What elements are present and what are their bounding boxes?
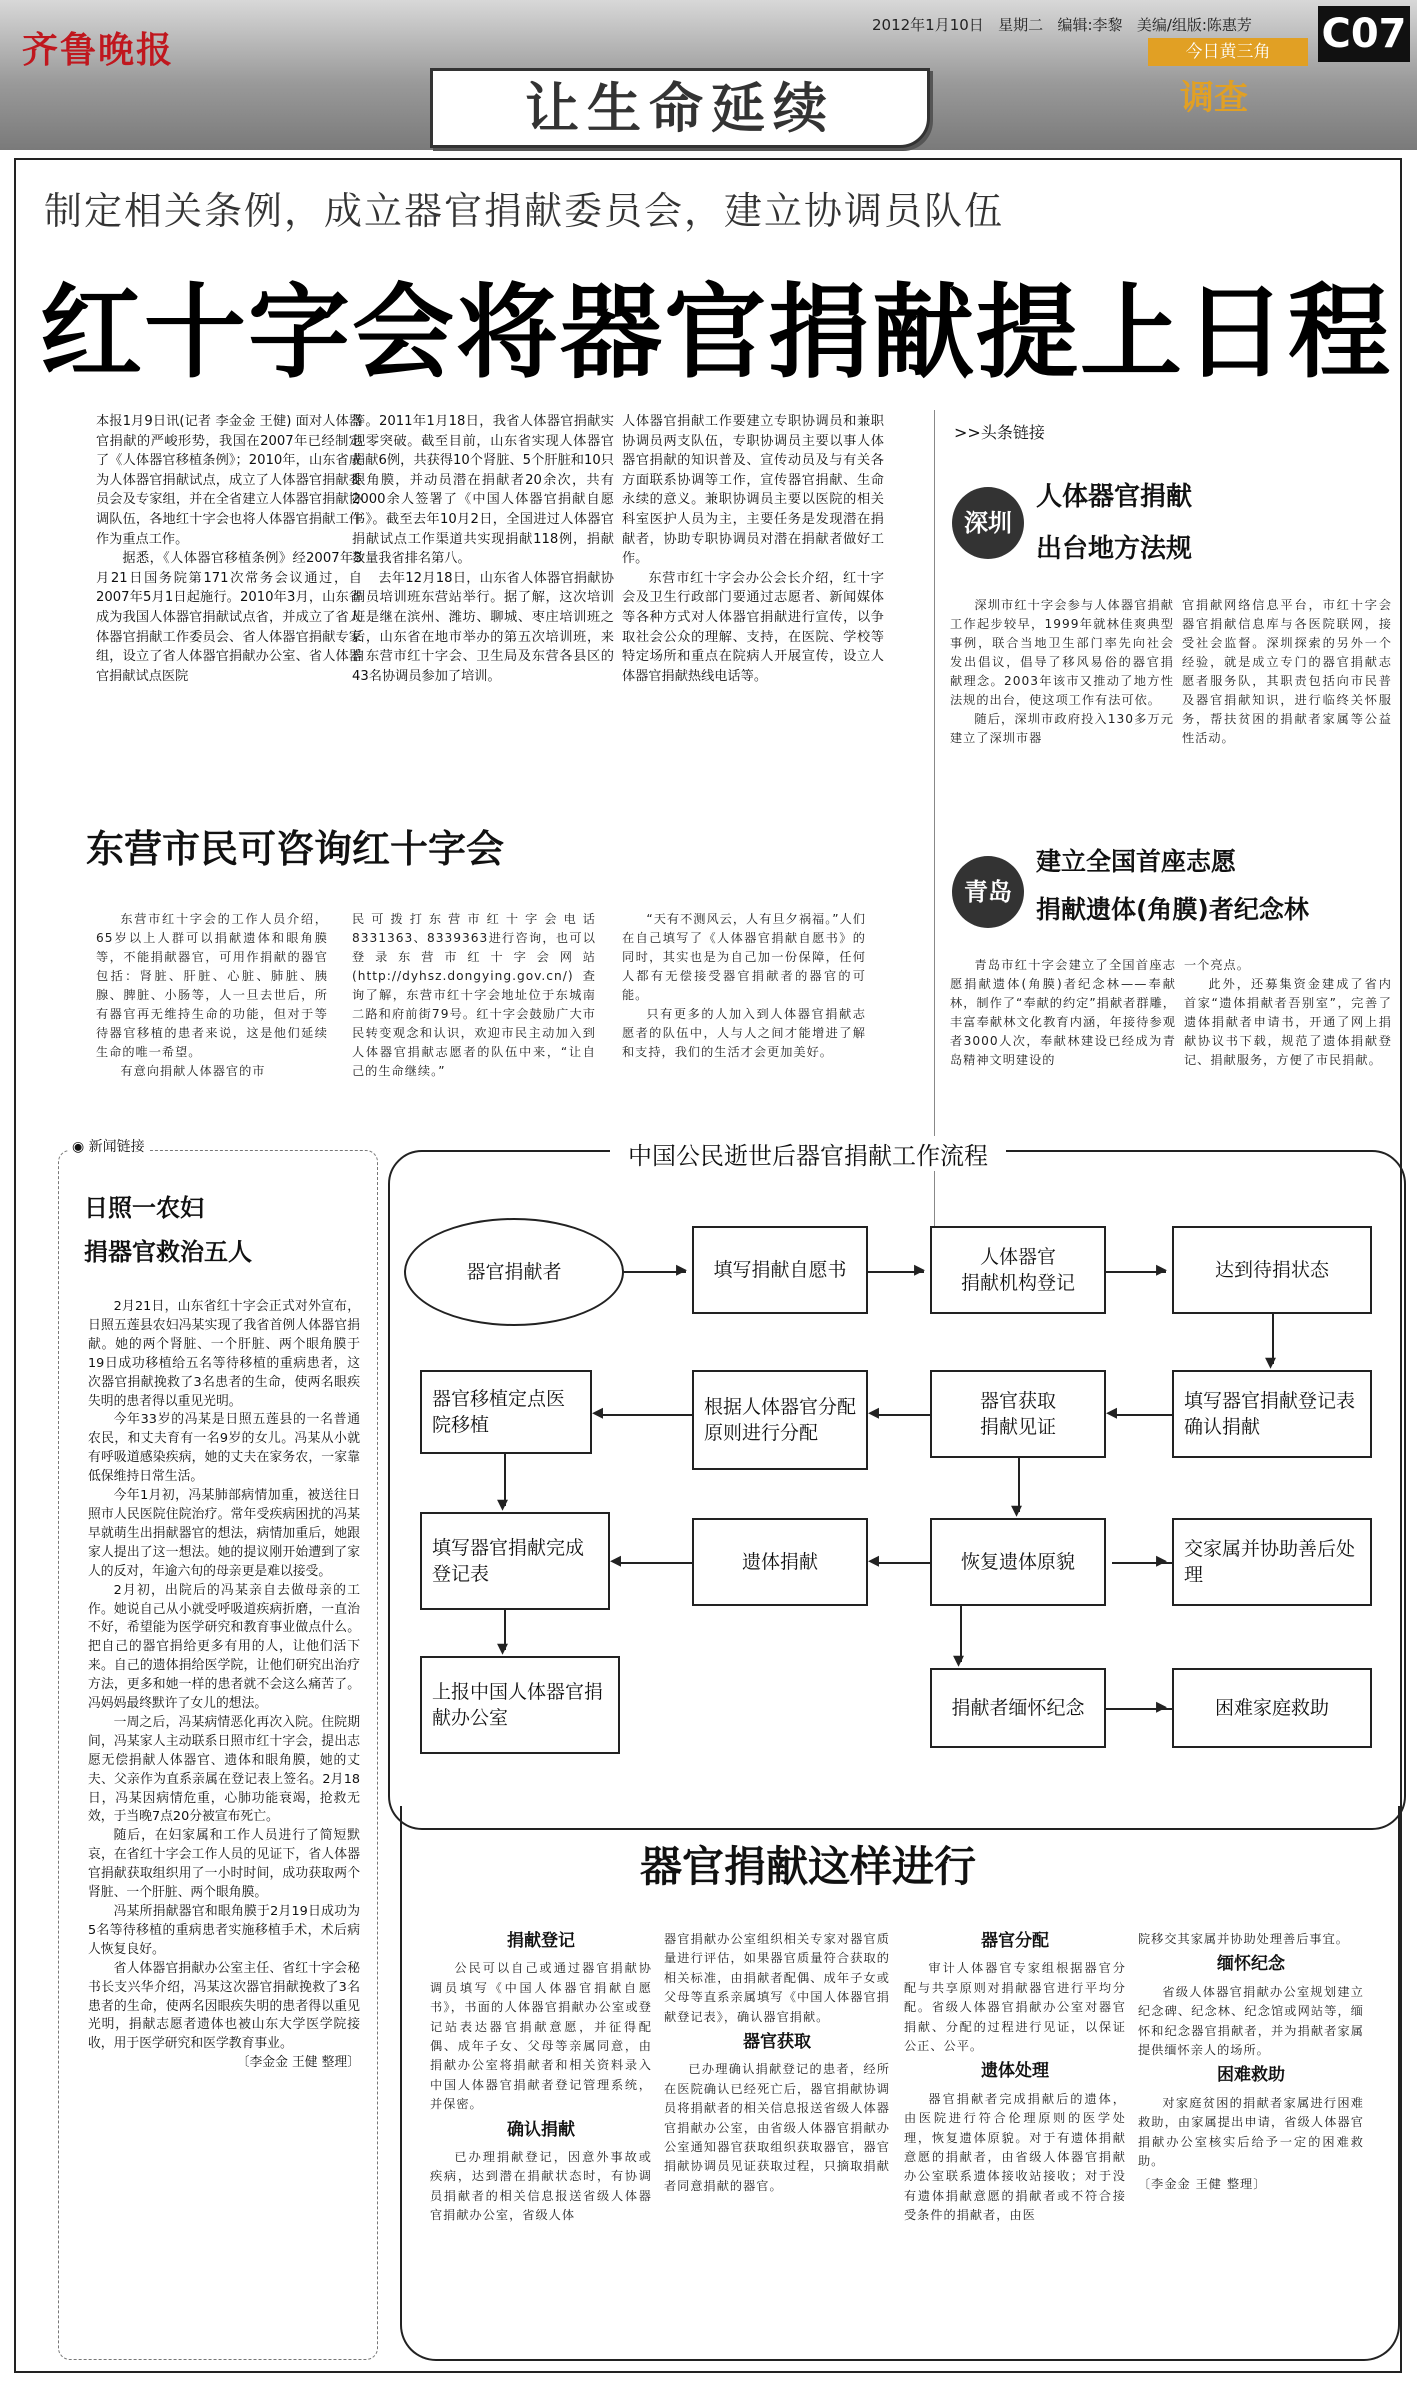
paragraph: 东营市红十字会办公会长介绍，红十字会及卫生行政部门要通过志愿者、新闻媒体等各种方式对人体器官捐献进行宣传，以争取社会公众的理解、支持，在医院、学校等特定场所和重点在院病人开展宣传，设立人体器官捐献热线电话等。	[622, 570, 884, 684]
flow-node-register	[930, 1226, 1106, 1314]
shenzhen-title	[1036, 475, 1192, 571]
flow-node-report: 上报中国人体器官捐献办公室	[420, 1656, 620, 1754]
paragraph: 此外，还募集资金建成了省内首家“遗体捐献者吾别室”，完善了遗体捐献者申请书，开通了网上捐献协议书下载，规范了遗体捐献登记、捐献服务，方便了市民捐献。	[1184, 977, 1392, 1067]
issue-date: 2012年1月10日	[872, 16, 984, 34]
process-column-1	[430, 1926, 652, 2226]
designer-credit: 美编/组版:陈惠芳	[1136, 16, 1252, 34]
article-subhead: 制定相关条例，成立器官捐献委员会，建立协调员队伍	[44, 189, 1005, 233]
arrow-right-icon: ▸	[914, 1257, 926, 1282]
flowchart-title: 中国公民逝世后器官捐献工作流程	[610, 1136, 1006, 1171]
paragraph: 等。2011年1月18日，我省人体器官捐献实现零突破。截至目前，山东省实现人体器官捐献6例，共获得10个肾脏、5个肝脏和10只眼角膜，并动员潜在捐献者20余次，共有2000余人签署了《中国人体器官捐献自愿书》。截至去年10月2日，全国进过人体器官捐献试点工作渠道共实现捐献118例，捐献数量我省排名第八。	[352, 414, 614, 567]
editor-credit: 编辑:李黎	[1057, 16, 1123, 34]
title-line: 出台地方法规	[1036, 534, 1193, 564]
paragraph: 器官捐献者完成捐献后的遗体，由医院进行符合伦理原则的医学处理，恢复遗体原貌。对于有遗体捐献意愿的捐献者，由省级人体器官捐献办公室联系遗体接收站接收；对于没有遗体捐献意愿的捐献者或不符合接受条件的捐献者，由医	[904, 2091, 1126, 2223]
paragraph: 民可拨打东营市红十字会电话8331363、8339363进行咨询，也可以登录东营市红十字会网站(http://dyhsz.dongying.gov.cn/)查询了解，东营市红十字会地址位于东城南二路和府前街79号。红十字会鼓励广大市民转变观念和认识，欢迎市民主动加入到人体器官捐献志愿者的队伍中来，“让自己的生命继续。”	[352, 912, 596, 1078]
byline: 〔李金金 王健 整理〕	[236, 2055, 360, 2071]
paragraph: 一个亮点。	[1184, 958, 1250, 972]
paragraph: 去年12月18日，山东省人体器官捐献协调员培训班东营站举行。据了解，这次培训班是继在滨州、潍坊、聊城、枣庄培训班之后，山东省在地市举办的第五次培训班，来自东营市红十字会、卫生局及东营各县区的43名协调员参加了培训。	[352, 570, 614, 684]
node-line: 捐献见证	[979, 1416, 1056, 1438]
dongying-title: 东营市民可咨询红十字会	[86, 827, 505, 871]
process-column-3	[904, 1926, 1126, 2226]
section-label: 今日黄三角	[1148, 38, 1308, 66]
paragraph: 官捐献网络信息平台，市红十字会器官捐献信息库与各医院联网，接受社会监督。深圳探索的另外一个经验，就是成立专门的器官捐献志愿者服务队，其职责包括向市民普及器官捐献知识，进行临终关怀服务，帮扶贫困的捐献者家属等公益性活动。	[1182, 598, 1392, 745]
paragraph: 冯某所捐献器官和眼角膜于2月19日成功为5名等待移植的重病患者实施移植手术，术后病人恢复良好。	[88, 1904, 360, 1957]
column-banner: 让生命延续	[430, 68, 930, 148]
city-badge-shenzhen: 深圳	[952, 487, 1024, 559]
category-label: 调查	[1180, 78, 1248, 118]
paragraph: 有意向捐献人体器官的市	[120, 1064, 266, 1078]
flow-node-fill-form: 填写捐献自愿书	[692, 1226, 868, 1314]
title-line: 建立全国首座志愿	[1036, 847, 1237, 876]
paragraph: 省级人体器官捐献办公室规划建立纪念碑、纪念林、纪念馆或网站等，缅怀和纪念器官捐献者，并为捐献者家属提供缅怀亲人的场所。	[1138, 1984, 1364, 2058]
paragraph: 人体器官捐献工作要建立专职协调员和兼职协调员两支队伍，专职协调员主要以事人体器官捐献的知识普及、宣传动员及与有关各方面联系协调等工作，宣传器官捐献、生命永续的意义。兼职协调员主要以医院的相关科室医护人员为主，主要任务是发现潜在捐献者，协助专职协调员对潜在捐献者做好工作。	[622, 414, 884, 567]
connector-line	[598, 1414, 692, 1416]
process-subtitle: 遗体处理	[981, 2061, 1049, 2082]
paragraph: 青岛市红十字会建立了全国首座志愿捐献遗体(角膜)者纪念林——奉献林，制作了“奉献的约定”捐献者群雕，丰富奉献林文化教育内涵，年接待参观者3000人次，奉献林建设已经成为青岛精神文明建设的	[950, 958, 1176, 1067]
newspaper-logo: 齐鲁晚报	[22, 29, 175, 71]
paragraph: 院移交其家属并协助处理善后事宜。	[1138, 1932, 1349, 1946]
process-subtitle: 捐献登记	[507, 1931, 575, 1951]
paragraph: 深圳市红十字会参与人体器官捐献工作起步较早，1999年就林佳爽典型事例，联合当地卫生部门率先向社会发出倡议，倡导了移风易俗的器官捐献理念。2003年该市又推动了地方性法规的出台，使这项工作有法可依。	[950, 598, 1174, 707]
paragraph: 只有更多的人加入到人体器官捐献志愿者的队伍中，人与人之间才能增进了解和支持，我们的生活才会更加美好。	[622, 1007, 866, 1059]
paragraph: 本报1月9日讯(记者 李金金 王健) 面对人体器官捐献的严峻形势，我国在2007年已经制定了《人体器官移植条例》；2010年，山东省成为人体器官捐献试点，成立了人体器官捐献委员会及专家组，并在全省建立人体器官捐献协调队伍，各地红十字会也将人体器官捐献工作作为重点工作。	[96, 414, 362, 547]
arrow-down-icon: ▾	[953, 1648, 965, 1673]
flow-node-transplant: 器官移植定点医院移植	[420, 1370, 592, 1454]
arrow-right-icon: ▸	[1156, 1257, 1168, 1282]
title-line: 捐器官救治五人	[84, 1238, 252, 1266]
arrow-left-icon: ◂	[868, 1400, 880, 1425]
paragraph: 2月21日，山东省红十字会正式对外宣布，日照五莲县农妇冯某实现了我省首例人体器官捐献。她的两个肾脏、一个肝脏、两个眼角膜于19日成功移植给五名等待移植的重病患者，这次器官捐献挽救了3名患者的生命，使两名眼疾失明的患者得以重见光明。	[88, 1299, 360, 1409]
article-column-1	[96, 412, 362, 686]
arrow-down-icon: ▾	[1011, 1498, 1023, 1523]
arrow-left-icon: ◂	[868, 1548, 880, 1573]
process-subtitle: 困难救助	[1217, 2065, 1285, 2086]
news-link-label	[68, 1136, 149, 1156]
paragraph: “天有不测风云，人有旦夕祸福。”人们在自己填写了《人体器官捐献自愿书》的同时，其实也是为自己加一份保障，任何人都有无偿接受器官捐献者的器官的可能。	[622, 912, 866, 1002]
paragraph: 2月初，出院后的冯某亲自去做母亲的工作。她说自己从小就受呼吸道疾病折磨，一直治不好，希望能为医学研究和教育事业做点什么。把自己的器官捐给更多有用的人，让他们活下来。自己的遗体捐给医学院，让他们研究出治疗方法，更多和她一样的患者就不会这么痛苦了。冯妈妈最终默许了女儿的想法。	[88, 1582, 360, 1712]
node-line: 器官获取	[979, 1390, 1056, 1412]
globe-icon: ◉	[72, 1139, 85, 1155]
qingdao-title	[1036, 840, 1309, 932]
arrow-right-icon: ▸	[1156, 1694, 1168, 1719]
news-link-text: 新闻链接	[88, 1139, 145, 1155]
process-column-4	[1138, 1930, 1364, 2195]
arrow-down-icon: ▾	[497, 1636, 509, 1661]
shenzhen-column-2	[1182, 596, 1392, 748]
flow-node-waiting: 达到待捐状态	[1172, 1226, 1372, 1314]
qingdao-column-2	[1184, 956, 1392, 1070]
arrow-left-icon: ◂	[610, 1548, 622, 1573]
qingdao-column-1	[950, 956, 1176, 1070]
node-line: 人体器官	[979, 1246, 1056, 1268]
dongying-column-1	[96, 910, 328, 1081]
flow-node-body-donation: 遗体捐献	[692, 1518, 868, 1606]
title-line: 人体器官捐献	[1036, 482, 1193, 512]
process-column-2	[664, 1930, 890, 2196]
arrow-right-icon: ▸	[676, 1257, 688, 1282]
flow-node-hardship: 困难家庭救助	[1172, 1668, 1372, 1748]
paragraph: 东营市红十字会的工作人员介绍，65岁以上人群可以捐献遗体和眼角膜等，不能捐献器官，可用作捐献的器官包括：肾脏、肝脏、心脏、肺脏、胰腺、脾脏、小肠等，人一旦去世后，所有器官再无维持生命的功能，但对于等待器官移植的患者来说，这是他们延续生命的唯一希望。	[96, 912, 328, 1059]
arrow-right-icon: ▸	[1156, 1548, 1168, 1573]
sidebar-label: >>头条链接	[954, 423, 1045, 442]
paragraph: 已办理捐献登记，因意外事故或疾病，达到潜在捐献状态时，有协调员捐献者的相关信息报送省级人体器官捐献办公室，省级人体	[430, 2150, 652, 2223]
flow-node-memorial: 捐献者缅怀纪念	[930, 1668, 1106, 1748]
flow-node-restore: 恢复遗体原貌	[930, 1518, 1106, 1606]
process-subtitle: 器官分配	[981, 1931, 1049, 1951]
shenzhen-column-1	[950, 596, 1174, 748]
issue-info	[872, 14, 1252, 35]
page-number: C07	[1318, 6, 1410, 62]
connector-line	[874, 1414, 930, 1416]
arrow-left-icon: ◂	[1106, 1400, 1118, 1425]
arrow-left-icon: ◂	[592, 1400, 604, 1425]
process-subtitle: 器官获取	[743, 2032, 811, 2053]
title-line: 捐献遗体(角膜)者纪念林	[1036, 895, 1309, 924]
paragraph: 今年1月初，冯某肺部病情加重，被送往日照市人民医院住院治疗。常年受疾病困扰的冯某早就萌生出捐献器官的想法，病情加重后，她跟家人提出了这一想法。她的提议刚开始遭到了家人的反对，年逾六旬的母亲更是难以接受。	[88, 1488, 360, 1579]
process-subtitle: 确认捐献	[507, 2119, 575, 2140]
article-column-2	[352, 412, 614, 686]
byline: 〔李金金 王健 整理〕	[1138, 2177, 1267, 2192]
rizhao-title	[84, 1186, 252, 1274]
dongying-column-3	[622, 910, 866, 1062]
paragraph: 器官捐献办公室组织相关专家对器官质量进行评估，如果器官质量符合获取的相关标准，由捐献者配偶、成年子女或父母等直系亲属填写《中国人体器官捐献登记表》，确认器官捐献。	[664, 1932, 890, 2024]
article-column-3	[622, 412, 884, 686]
node-line: 捐献机构登记	[960, 1272, 1075, 1294]
arrow-down-icon: ▾	[1265, 1350, 1277, 1375]
flow-node-donor: 器官捐献者	[404, 1218, 624, 1326]
paragraph: 审计人体器官专家组根据器官分配与共享原则对捐献器官进行平均分配。省级人体器官捐献办公室对器官捐献、分配的过程进行见证，以保证公正、公平。	[904, 1961, 1126, 2054]
article-headline: 红十字会将器官捐献提上日程	[40, 273, 1392, 393]
flow-node-complete-form: 填写器官捐献完成登记表	[420, 1512, 610, 1610]
paragraph: 对家庭贫困的捐献者家属进行困难救助，由家属提出申请，省级人体器官捐献办公室核实后给予一定的困难救助。	[1138, 2095, 1364, 2169]
flow-node-family-help: 交家属并协助善后处理	[1172, 1518, 1372, 1606]
process-subtitle: 缅怀纪念	[1217, 1954, 1285, 1975]
connector-line	[1112, 1414, 1172, 1416]
connector-line	[874, 1562, 930, 1564]
arrow-down-icon: ▾	[497, 1492, 509, 1517]
rizhao-body	[88, 1298, 360, 2073]
paragraph: 今年33岁的冯某是日照五莲县的一名普通农民，和丈夫育有一名9岁的女儿。冯某从小就有呼吸道感染疾病，她的丈夫在家务农，一家靠低保维持日常生活。	[88, 1412, 360, 1485]
paragraph: 已办理确认捐献登记的患者，经所在医院确认已经死亡后，器官捐献协调员将捐献者的相关信息报送省级人体器官捐献办公室，由省级人体器官捐献办公室通知器官获取组织获取器官，器官捐献协调员见证获取过程，只摘取捐献者同意捐献的器官。	[664, 2062, 890, 2193]
title-line: 日照一农妇	[84, 1194, 204, 1222]
process-title: 器官捐献这样进行	[640, 1842, 977, 1891]
issue-weekday: 星期二	[998, 16, 1044, 34]
paragraph: 公民可以自己或通过器官捐献协调员填写《中国人体器官捐献自愿书》，书面的人体器官捐献办公室或登记站表达器官捐献意愿，并征得配偶、成年子女、父母等亲属同意，由捐献办公室将捐献者和相关资料录入中国人体器官捐献者登记管理系统，并保密。	[430, 1961, 652, 2112]
connector-line	[616, 1562, 692, 1564]
paragraph: 随后，在妇家属和工作人员进行了简短默哀，在省红十字会工作人员的见证下，省人体器官捐献获取组织用了一小时时间，成功获取两个肾脏、一个肝脏、两个眼角膜。	[88, 1828, 360, 1901]
dongying-column-2	[352, 910, 596, 1081]
paragraph: 据悉，《人体器官移植条例》经2007年3月21日国务院第171次常务会议通过，自2007年5月1日起施行。2010年3月，山东省成为我国人体器官捐献试点省，并成立了省人体器官捐献工作委员会、省人体器官捐献专家组，设立了省人体器官捐献办公室、省人体器官捐献试点医院	[96, 551, 362, 684]
paragraph: 一周之后，冯某病情恶化再次入院。住院期间，冯某家人主动联系日照市红十字会，提出志愿无偿捐献人体器官、遗体和眼角膜，她的丈夫、父亲作为直系亲属在登记表上签名。2月18日，冯某因病情危重，心肺功能衰竭，抢救无效，于当晚7点20分被宣布死亡。	[88, 1714, 360, 1825]
flow-node-fill-confirm: 填写器官捐献登记表确认捐献	[1172, 1370, 1372, 1458]
paragraph: 省人体器官捐献办公室主任、省红十字会秘书长支兴华介绍，冯某这次器官捐献挽救了3名患者的生命，使两名因眼疾失明的患者得以重见光明，捐献志愿者遗体也被山东大学医学院接收，用于医学研究和医学教育事业。	[88, 1960, 360, 2052]
city-badge-qingdao: 青岛	[952, 856, 1024, 928]
flow-node-allocate: 根据人体器官分配原则进行分配	[692, 1370, 868, 1470]
flow-node-procure	[930, 1370, 1106, 1458]
paragraph: 随后，深圳市政府投入130多万元建立了深圳市器	[950, 712, 1174, 745]
